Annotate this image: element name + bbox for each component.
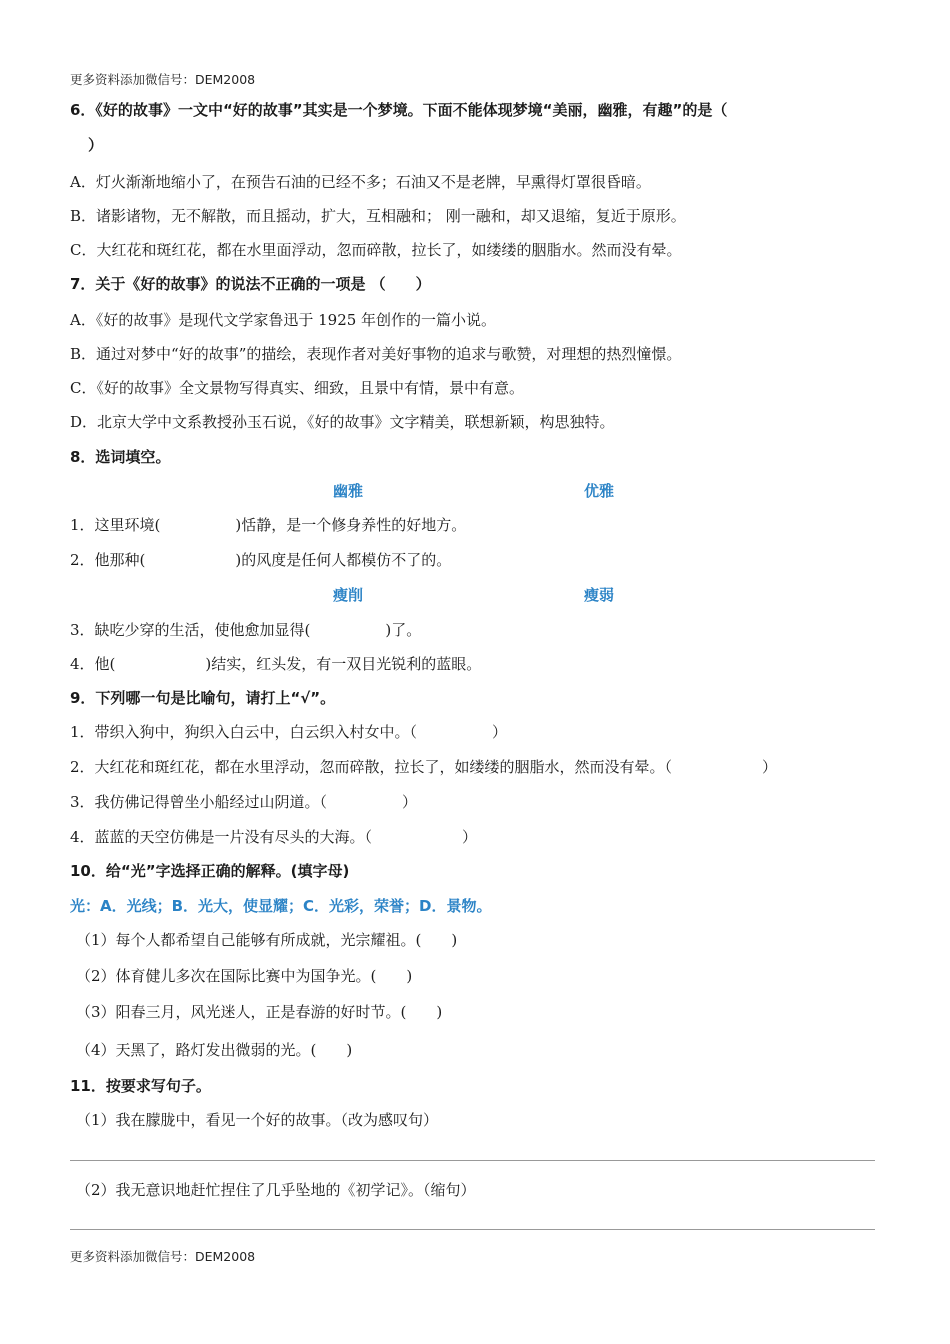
question-8-item-1: 1．这里环境( )恬静，是一个修身养性的好地方。 <box>70 516 467 534</box>
header-note: 更多资料添加微信号：DEM2008 <box>70 72 256 87</box>
question-9-item-4: 4．蓝蓝的天空仿佛是一片没有尽头的大海。（ ） <box>70 828 478 846</box>
question-7-option-a: A．《好的故事》是现代文学家鲁迅于 1925 年创作的一篇小说。 <box>70 311 497 329</box>
answer-line-1 <box>70 1160 875 1161</box>
question-8-item-2: 2．他那种( )的风度是任何人都模仿不了的。 <box>70 551 452 569</box>
question-8-item-4: 4．他( )结实，红头发，有一双目光锐利的蓝眼。 <box>70 655 482 673</box>
question-7-stem: 7．关于《好的故事》的说法不正确的一项是 （ ） <box>70 275 431 293</box>
question-10-item-1: （1）每个人都希望自己能够有所成就，光宗耀祖。( ) <box>76 931 458 949</box>
word-choice-2b: 瘦弱 <box>584 586 615 604</box>
footer-note: 更多资料添加微信号：DEM2008 <box>70 1249 256 1264</box>
question-7-option-c: C．《好的故事》全文景物写得真实、细致，且景中有情，景中有意。 <box>70 379 524 397</box>
word-choice-2a: 瘦削 <box>333 586 364 604</box>
question-6-option-a: A．灯火渐渐地缩小了，在预告石油的已经不多；石油又不是老牌，早熏得灯罩很昏暗。 <box>70 173 651 191</box>
question-10-stem: 10．给“光”字选择正确的解释。(填字母) <box>70 862 350 880</box>
question-11-item-1: （1）我在朦胧中，看见一个好的故事。（改为感叹句） <box>76 1111 439 1129</box>
question-9-item-3: 3．我仿佛记得曾坐小船经过山阴道。（ ） <box>70 793 418 811</box>
question-10-item-4: （4）天黑了，路灯发出微弱的光。( ) <box>76 1041 353 1059</box>
question-8-stem: 8．选词填空。 <box>70 448 171 466</box>
question-10-item-3: （3）阳春三月，风光迷人，正是春游的好时节。( ) <box>76 1003 443 1021</box>
question-8-item-3: 3．缺吃少穿的生活，使他愈加显得( )了。 <box>70 621 422 639</box>
word-choice-1b: 优雅 <box>584 482 615 500</box>
question-6-option-c: C．大红花和斑红花，都在水里面浮动，忽而碎散，拉长了，如缕缕的胭脂水。然而没有晕。 <box>70 241 682 259</box>
question-6-stem-end: ） <box>88 136 104 154</box>
question-10-item-2: （2）体育健儿多次在国际比赛中为国争光。( ) <box>76 967 413 985</box>
question-7-option-b: B．通过对梦中“好的故事”的描绘，表现作者对美好事物的追求与歌赞，对理想的热烈憧憬。 <box>70 345 682 363</box>
question-9-item-1: 1．带织入狗中，狗织入白云中，白云织入村女中。（ ） <box>70 723 508 741</box>
question-7-option-d: D．北京大学中文系教授孙玉石说，《好的故事》文字精美，联想新颖，构思独特。 <box>70 413 615 431</box>
word-choice-1a: 幽雅 <box>333 482 364 500</box>
answer-line-2 <box>70 1229 875 1230</box>
question-6-stem: 6．《好的故事》一文中“好的故事”其实是一个梦境。下面不能体现梦境“美丽，幽雅，有趣”的是（ <box>70 101 728 119</box>
question-11-stem: 11．按要求写句子。 <box>70 1077 211 1095</box>
question-9-stem: 9．下列哪一句是比喻句，请打上“√”。 <box>70 689 336 707</box>
question-10-definitions: 光：A．光线；B．光大，使显耀；C．光彩，荣誉；D．景物。 <box>70 897 492 915</box>
question-11-item-2: （2）我无意识地赶忙捏住了几乎坠地的《初学记》。（缩句） <box>76 1181 476 1199</box>
question-6-option-b: B．诸影诸物，无不解散，而且摇动，扩大，互相融和； 刚一融和，却又退缩，复近于原形。 <box>70 207 686 225</box>
question-9-item-2: 2．大红花和斑红花，都在水里浮动，忽而碎散，拉长了，如缕缕的胭脂水，然而没有晕。（ ） <box>70 758 778 776</box>
